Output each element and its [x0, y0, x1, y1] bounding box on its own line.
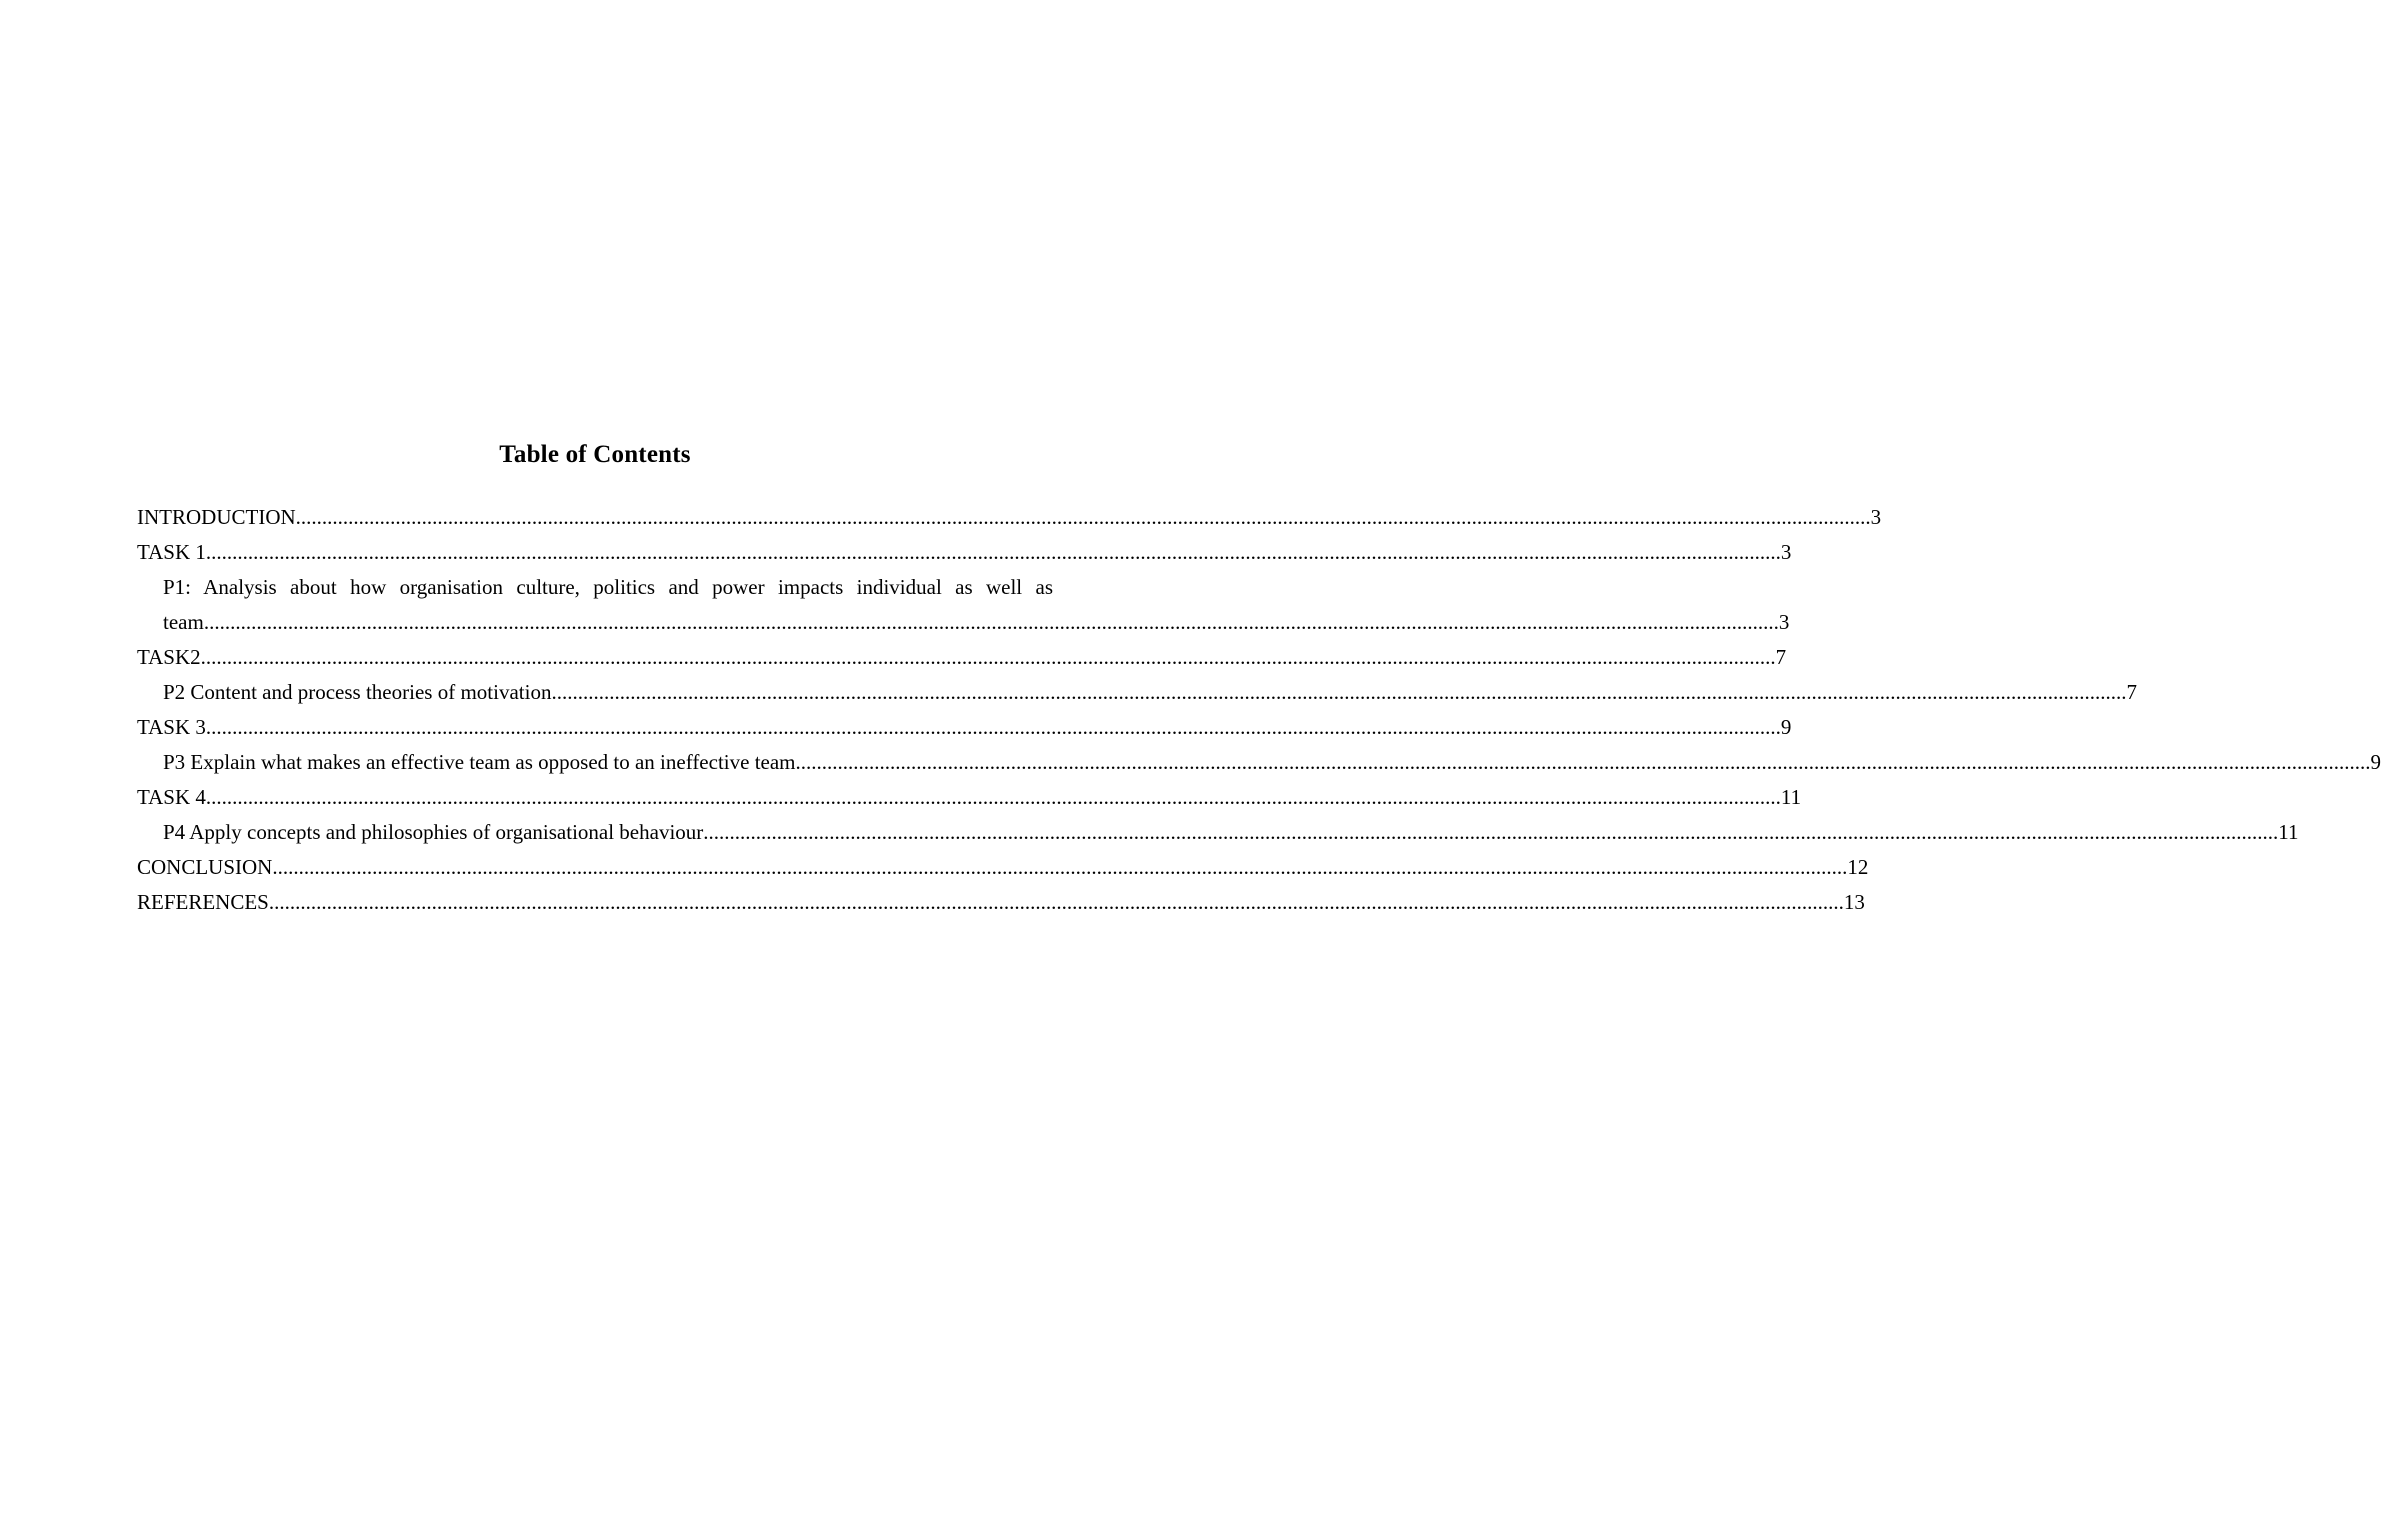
toc-leader-dots: ............................................................................................................................................................................................................................................................................................................	[205, 715, 1781, 739]
toc-entry-label: P3 Explain what makes an effective team as opposed to an ineffective team	[163, 750, 796, 774]
toc-entry-page-number: 7	[2126, 680, 2137, 704]
toc-entry-label: TASK2	[137, 645, 201, 669]
toc-entry-row	[137, 780, 1802, 815]
toc-entry-label: P4 Apply concepts and philosophies of organisational behaviour	[163, 820, 704, 844]
toc-leader-dots: ............................................................................................................................................................................................................................................................................................................	[703, 820, 2279, 844]
toc-entry-row	[137, 885, 1865, 920]
toc-leader-dots: ............................................................................................................................................................................................................................................................................................................	[205, 785, 1781, 809]
toc-leader-dots: ............................................................................................................................................................................................................................................................................................................	[200, 645, 1776, 669]
toc-leader-dots: ............................................................................................................................................................................................................................................................................................................	[272, 855, 1848, 879]
toc-leader-dots: ............................................................................................................................................................................................................................................................................................................	[795, 750, 2371, 774]
toc-entry-line2	[163, 605, 1790, 640]
toc-entry-label: P1: Analysis about how organisation culture, politics and power impacts individual as well as	[163, 575, 1053, 599]
toc-entry-page-number: 9	[2370, 750, 2381, 774]
toc-entry-label: P2 Content and process theories of motivation	[163, 680, 552, 704]
toc-entry-label: INTRODUCTION	[137, 505, 296, 529]
toc-entry-label: CONCLUSION	[137, 855, 273, 879]
toc-entry-page-number: 3	[1780, 540, 1792, 564]
toc-entry[interactable]	[137, 710, 1792, 745]
toc-entry-label: TASK 3	[137, 715, 206, 739]
toc-entry[interactable]	[137, 675, 2137, 710]
toc-leader-dots: ............................................................................................................................................................................................................................................................................................................	[551, 680, 2127, 704]
toc-entry[interactable]	[137, 815, 2299, 850]
toc-entry-page-number: 11	[1780, 785, 1802, 809]
toc-entry-label: TASK 4	[137, 785, 206, 809]
toc-entry-label: REFERENCES	[137, 890, 269, 914]
toc-entry-row	[137, 640, 1787, 675]
toc-entry[interactable]	[137, 780, 1802, 815]
toc-entry-row	[137, 710, 1792, 745]
toc-entry-page-number: 13	[1843, 890, 1865, 914]
toc-leader-dots: ............................................................................................................................................................................................................................................................................................................	[205, 540, 1781, 564]
toc-entry-row	[163, 815, 2299, 850]
toc-entry-row	[163, 745, 2381, 780]
page-title: Table of Contents	[499, 441, 691, 468]
toc-entry-page-number: 9	[1780, 715, 1792, 739]
toc-leader-dots: ............................................................................................................................................................................................................................................................................................................	[203, 610, 1779, 634]
toc-entry[interactable]	[137, 745, 2381, 780]
toc-entry-page-number: 7	[1775, 645, 1787, 669]
toc-entry[interactable]	[137, 535, 1792, 570]
toc-entry-label-continued: team	[163, 610, 204, 634]
toc-leader-dots: ............................................................................................................................................................................................................................................................................................................	[268, 890, 1844, 914]
toc-entry-page-number: 12	[1847, 855, 1869, 879]
toc-entry[interactable]	[137, 570, 1790, 640]
toc-entry-page-number: 3	[1870, 505, 1882, 529]
toc-entry-row	[137, 500, 1882, 535]
toc-entry-row	[137, 535, 1792, 570]
toc-entry-row	[137, 850, 1869, 885]
toc-entry[interactable]	[137, 850, 1869, 885]
toc-leader-dots: ............................................................................................................................................................................................................................................................................................................	[295, 505, 1871, 529]
toc-entry-label: TASK 1	[137, 540, 206, 564]
toc-entry[interactable]	[137, 885, 1865, 920]
toc-entry-page-number: 11	[2278, 820, 2299, 844]
toc-entry-page-number: 3	[1778, 610, 1790, 634]
toc-entry[interactable]	[137, 640, 1787, 675]
toc-entry-row	[163, 675, 2137, 710]
table-of-contents	[137, 500, 2381, 920]
toc-entry[interactable]	[137, 500, 1882, 535]
